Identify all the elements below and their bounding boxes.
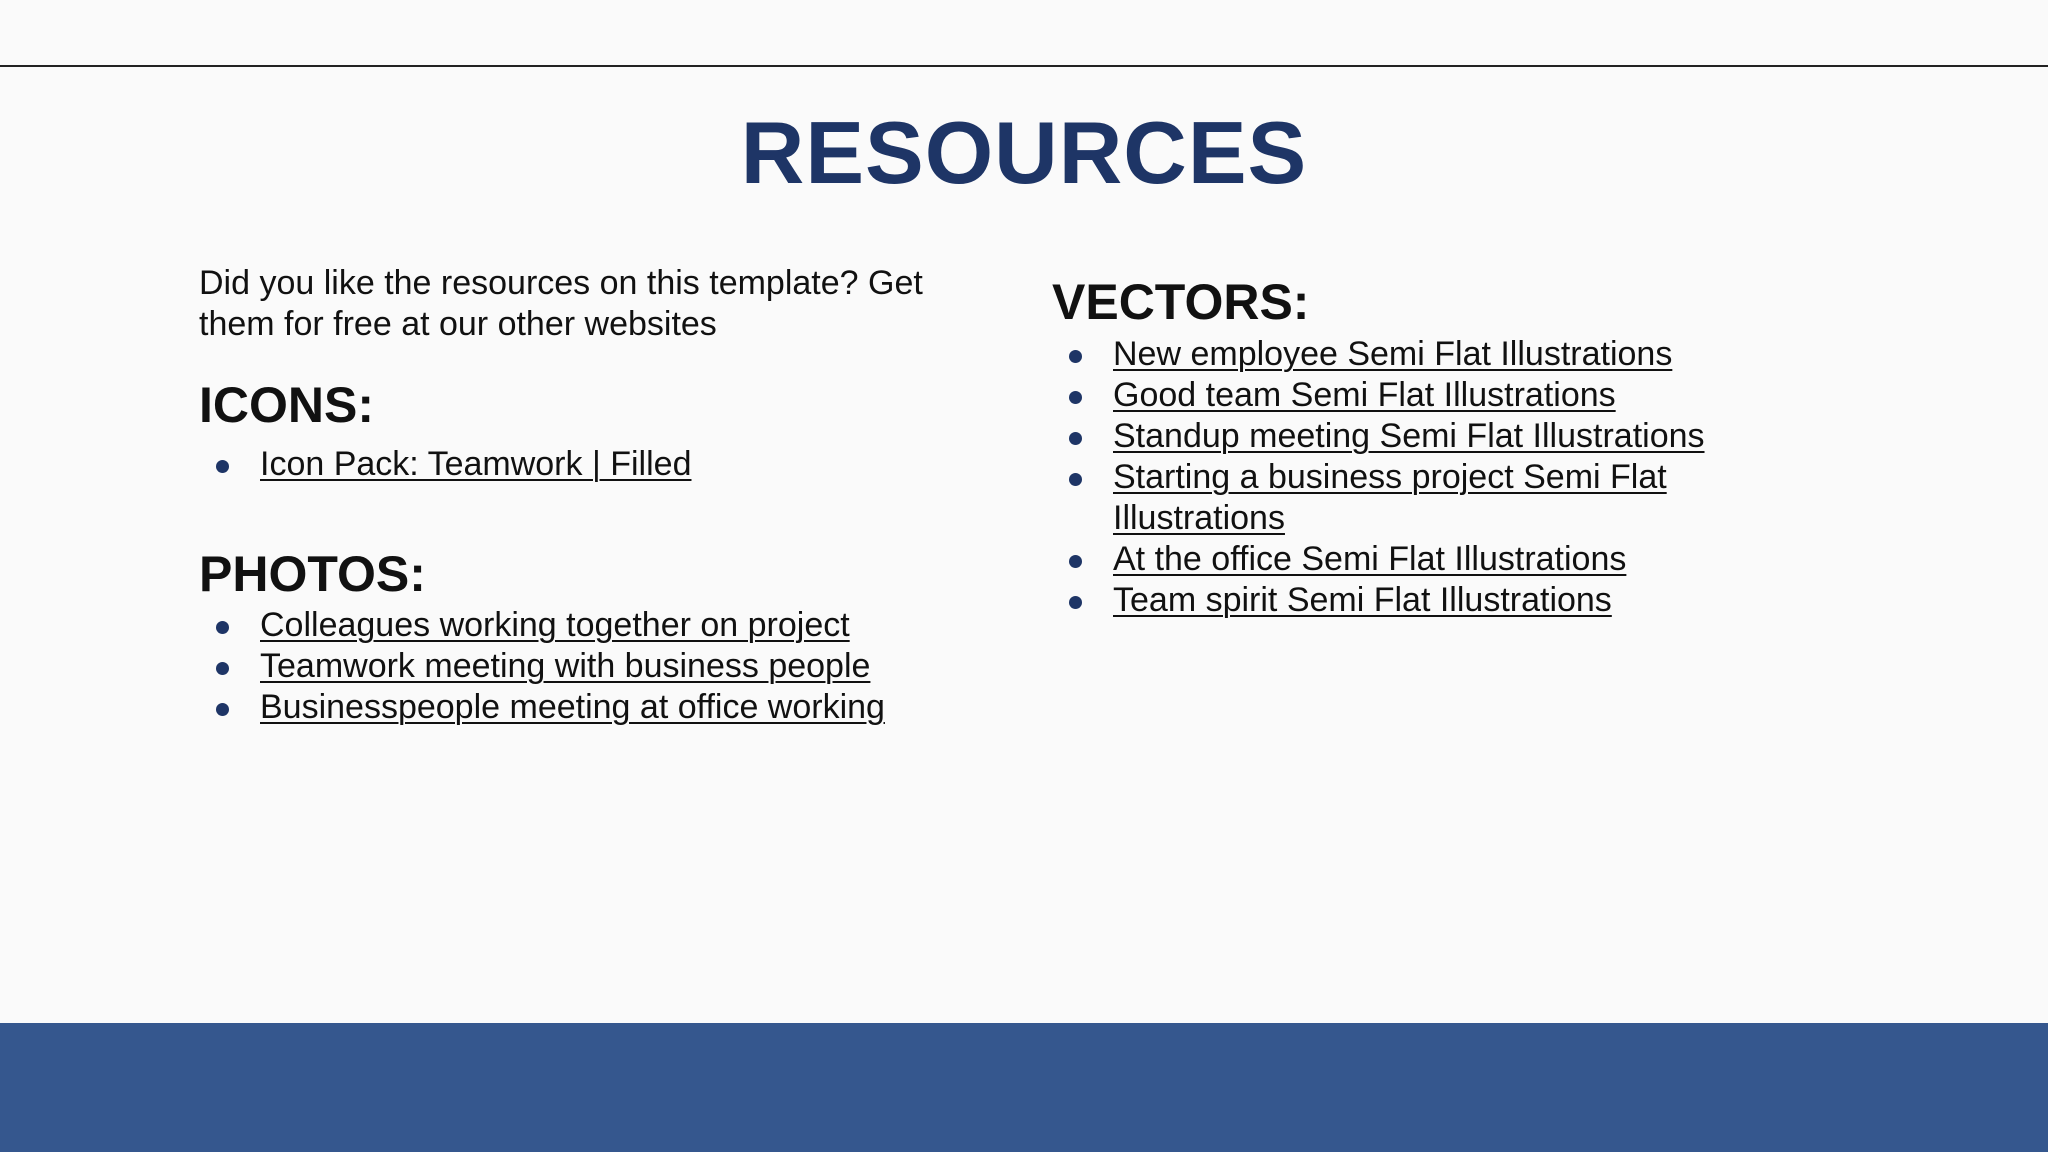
list-item	[199, 646, 999, 687]
vector-link-business-project[interactable]: Starting a business project Semi Flat Illustrations	[1113, 458, 1667, 537]
photo-link-teamwork-meeting[interactable]: Teamwork meeting with business people	[260, 647, 871, 685]
icons-link-list	[199, 444, 959, 485]
page-title: RESOURCES	[740, 103, 1308, 202]
list-item	[199, 444, 959, 485]
vector-link-team-spirit[interactable]: Team spirit Semi Flat Illustrations	[1113, 581, 1612, 619]
photo-link-businesspeople[interactable]: Businesspeople meeting at office working	[260, 688, 885, 726]
icons-heading: ICONS:	[199, 377, 374, 433]
vector-link-good-team[interactable]: Good team Semi Flat Illustrations	[1113, 376, 1616, 414]
vectors-link-list	[1052, 334, 1772, 621]
list-item	[1052, 457, 1772, 539]
list-item	[199, 687, 999, 728]
list-item	[1052, 416, 1772, 457]
photos-link-list	[199, 605, 999, 728]
vectors-heading: VECTORS:	[1052, 274, 1310, 330]
list-item	[1052, 580, 1772, 621]
photos-heading: PHOTOS:	[199, 546, 426, 602]
list-item	[199, 605, 999, 646]
icon-pack-link[interactable]: Icon Pack: Teamwork | Filled	[260, 445, 692, 483]
top-divider	[0, 65, 2048, 67]
photo-link-colleagues[interactable]: Colleagues working together on project	[260, 606, 850, 644]
list-item	[1052, 539, 1772, 580]
footer-band	[0, 1023, 2048, 1152]
list-item	[1052, 334, 1772, 375]
vector-link-standup-meeting[interactable]: Standup meeting Semi Flat Illustrations	[1113, 417, 1705, 455]
list-item	[1052, 375, 1772, 416]
vector-link-at-the-office[interactable]: At the office Semi Flat Illustrations	[1113, 540, 1627, 578]
intro-text: Did you like the resources on this template? Get them for free at our other websites	[199, 264, 923, 343]
vector-link-new-employee[interactable]: New employee Semi Flat Illustrations	[1113, 335, 1673, 373]
